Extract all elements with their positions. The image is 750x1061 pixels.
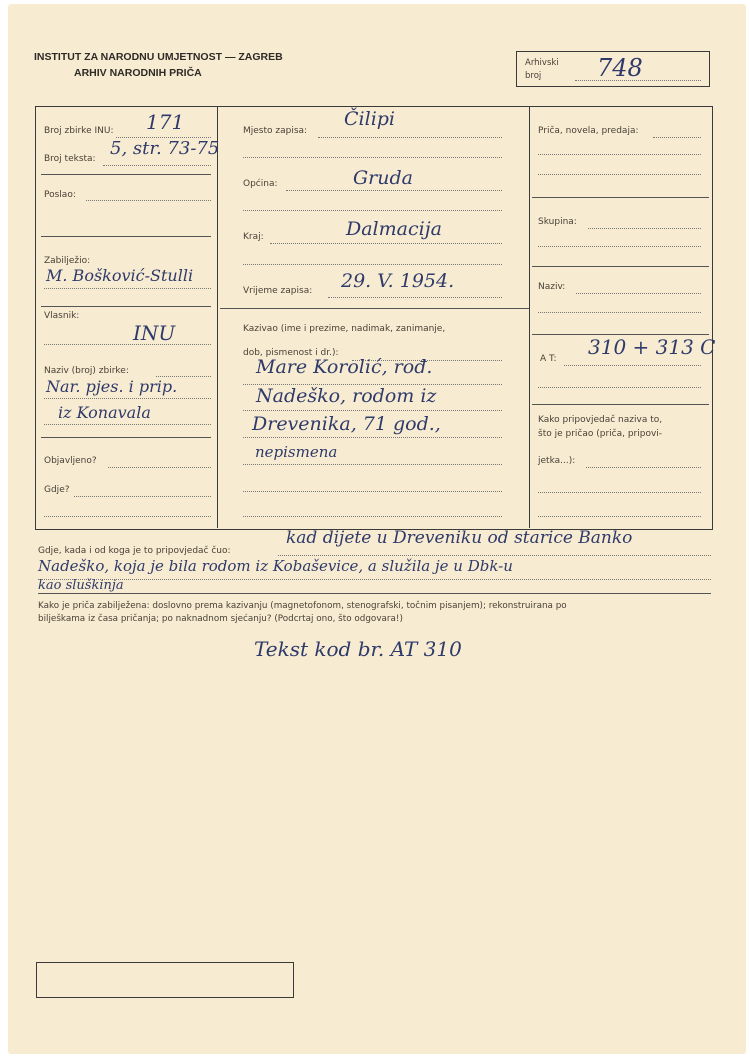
date-label: Vrijeme zapisa: [243,286,313,296]
source-line1: kad dijete u Dreveniku od starice Banko [286,528,633,548]
narrator-label-2: dob, pismenost i dr.): [243,348,339,358]
sent-by-label: Poslao: [44,190,76,200]
text-number-label: Broj teksta: [44,154,96,164]
where-label: Gdje? [44,485,70,495]
source-label: Gdje, kada i od koga je to pripovjedač čuo: [38,546,231,556]
recorded-by-label: Zabilježio: [44,256,91,266]
place-label: Mjesto zapisa: [243,126,308,136]
method-text-line2: bilješkama iz časa pričanja; po naknadnom sjećanju? (Podcrtaj ono, što odgovara!) [38,614,403,624]
region-label: Kraj: [243,232,264,242]
collection-number-label: Broj zbirke INU: [44,126,114,136]
archive-name: ARHIV NARODNIH PRIČA [74,67,202,79]
handwritten-note: Tekst kod br. AT 310 [254,637,462,661]
recorded-by: M. Bošković-Stulli [46,266,194,285]
archive-number: 748 [597,54,643,82]
place: Čilipi [344,108,396,130]
municipality-label: Općina: [243,179,278,189]
region: Dalmacija [346,218,442,240]
text-number: 5, str. 73-75 [110,138,220,159]
institution-name: INSTITUT ZA NARODNU UMJETNOST — ZAGREB [34,51,283,63]
municipality: Gruda [353,167,413,189]
narrator-naming-label-3: jetka...): [538,456,576,466]
narrator-line2: Nadeško, rodom iz [256,385,437,407]
owner-label: Vlasnik: [44,311,80,321]
at-label: A T: [540,354,557,364]
title-label: Naziv: [538,282,566,292]
at-value: 310 + 313 C [588,335,716,359]
archive-number-box [516,51,710,87]
collection-name-label: Naziv (broj) zbirke: [44,366,129,376]
bottom-empty-box [36,962,294,998]
owner: INU [133,321,176,345]
date: 29. V. 1954. [341,270,455,292]
archive-card [8,4,746,1054]
narrator-naming-label-2: što je pričao (priča, pripovi- [538,429,663,439]
source-line2: Nadeško, koja je bila rodom iz Kobaševice, a služila je u Dbk-u [38,557,513,575]
collection-name-line2: iz Konavala [58,403,151,422]
collection-name-line1: Nar. pjes. i prip. [46,377,178,396]
published-label: Objavljeno? [44,456,97,466]
method-text-line1: Kako je priča zabilježena: doslovno prema kazivanju (magnetofonom, stenografski, točnim pisanjem); rekonstruirana po [38,601,567,611]
narrator-naming-label: Kako pripovjedač naziva to, [538,415,663,425]
group-label: Skupina: [538,217,577,227]
collection-number: 171 [146,110,185,134]
archive-number-label: Arhivski [525,58,559,68]
narrator-line1: Mare Korolić, rođ. [256,356,433,378]
source-line3: kao sluškinja [38,578,124,593]
genre-label: Priča, novela, predaja: [538,126,639,136]
narrator-line3: Drevenika, 71 god., [252,413,441,435]
archive-number-label-2: broj [525,71,542,81]
narrator-line4: nepismena [255,443,338,461]
narrator-label: Kazivao (ime i prezime, nadimak, zanimanje, [243,324,446,334]
